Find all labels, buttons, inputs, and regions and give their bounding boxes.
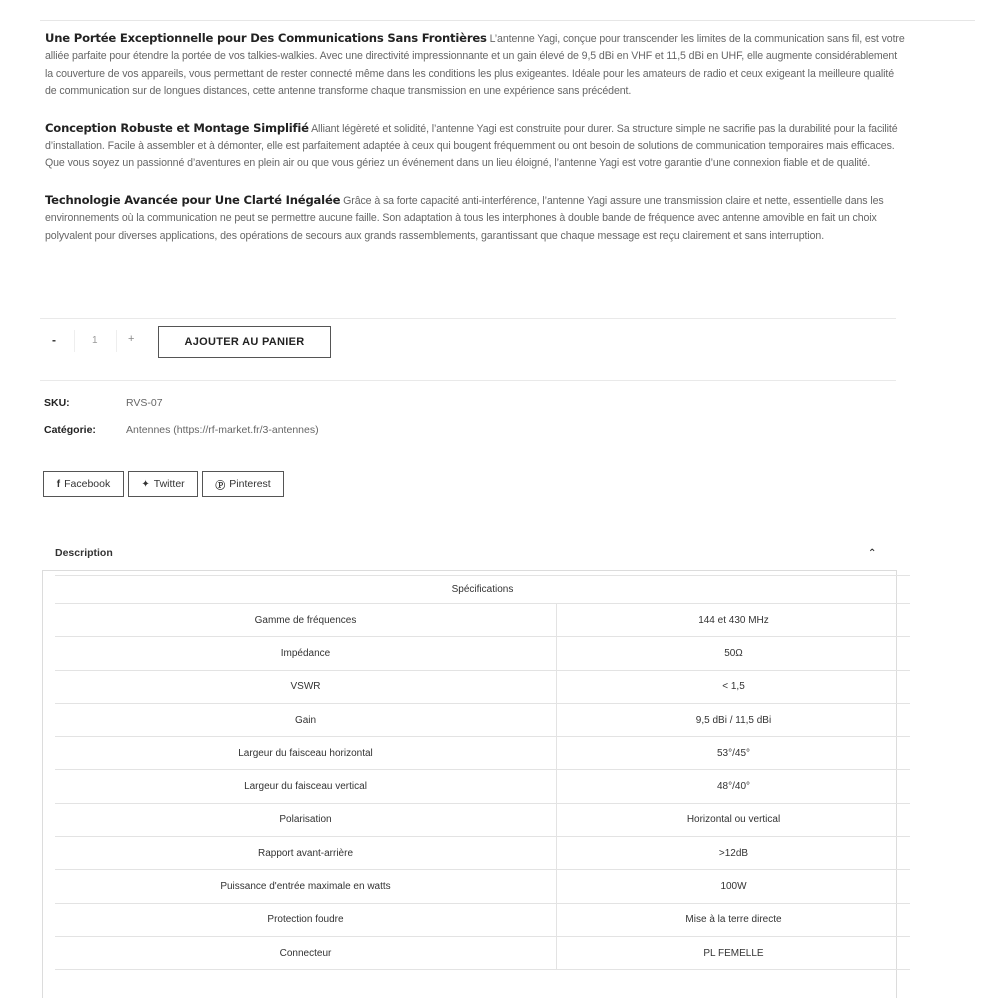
- share-facebook-button[interactable]: [43, 471, 124, 497]
- spec-name: Largeur du faisceau vertical: [55, 770, 557, 803]
- table-row: [55, 803, 910, 836]
- intro-paragraph-range: [45, 30, 905, 101]
- facebook-icon: f: [56, 478, 61, 490]
- top-divider: [40, 20, 975, 21]
- twitter-icon: ✦: [141, 478, 150, 490]
- table-row: [55, 870, 910, 903]
- spec-value: PL FEMELLE: [557, 936, 911, 969]
- table-row: [55, 770, 910, 803]
- spec-value: 100W: [557, 870, 911, 903]
- spec-value: 144 et 430 MHz: [557, 604, 911, 637]
- spec-name: Puissance d'entrée maximale en watts: [55, 870, 557, 903]
- quantity-stepper: [44, 326, 148, 356]
- add-to-cart-button[interactable]: AJOUTER AU PANIER: [158, 326, 331, 358]
- category-label: Catégorie:: [44, 424, 96, 436]
- spec-value: 50Ω: [557, 637, 911, 670]
- paragraph-title: Conception Robuste et Montage Simplifié: [45, 120, 309, 135]
- spec-name: Gain: [55, 703, 557, 736]
- spec-value: Mise à la terre directe: [557, 903, 911, 936]
- sku-value: RVS-07: [126, 397, 163, 409]
- category-link[interactable]: Antennes (https://rf-market.fr/3-antennes): [126, 424, 319, 436]
- table-row: [55, 670, 910, 703]
- table-row: [55, 903, 910, 936]
- spec-value: 9,5 dBi / 11,5 dBi: [557, 703, 911, 736]
- spec-name: Connecteur: [55, 936, 557, 969]
- product-description-text: [45, 30, 905, 264]
- spec-value: < 1,5: [557, 670, 911, 703]
- spec-name: Gamme de fréquences: [55, 604, 557, 637]
- quantity-input[interactable]: 1: [92, 335, 98, 346]
- increase-quantity-button[interactable]: +: [128, 333, 135, 345]
- spec-name: Rapport avant-arrière: [55, 837, 557, 870]
- divider: [116, 330, 117, 352]
- table-header-row: [55, 576, 910, 604]
- decrease-quantity-button[interactable]: -: [52, 333, 56, 347]
- table-row: [55, 604, 910, 637]
- sku-label: SKU:: [44, 397, 70, 409]
- spec-name: Largeur du faisceau horizontal: [55, 737, 557, 770]
- spec-name: Polarisation: [55, 803, 557, 836]
- table-row: [55, 703, 910, 736]
- divider: [40, 318, 896, 319]
- description-tab-title[interactable]: Description: [55, 547, 113, 559]
- spec-name: VSWR: [55, 670, 557, 703]
- spec-value: 48°/40°: [557, 770, 911, 803]
- share-label: Facebook: [64, 478, 111, 490]
- table-row: [55, 837, 910, 870]
- share-twitter-button[interactable]: [128, 471, 198, 497]
- paragraph-title: Technologie Avancée pour Une Clarté Inégalée: [45, 192, 341, 207]
- table-row: [55, 936, 910, 969]
- intro-paragraph-design: [45, 120, 905, 173]
- intro-paragraph-technology: [45, 192, 905, 245]
- pinterest-icon: Ⓟ: [215, 480, 226, 492]
- share-label: Pinterest: [229, 478, 271, 490]
- table-row: [55, 637, 910, 670]
- divider: [74, 330, 75, 352]
- table-title: Spécifications: [55, 576, 910, 604]
- chevron-up-icon[interactable]: ⌃: [868, 548, 877, 559]
- specifications-table: [55, 575, 910, 970]
- share-pinterest-button[interactable]: [202, 471, 284, 497]
- paragraph-title: Une Portée Exceptionnelle pour Des Communications Sans Frontières: [45, 31, 487, 45]
- spec-name: Impédance: [55, 637, 557, 670]
- paragraph-body: Alliant légèreté et solidité, l’antenne Yagi est construite pour durer. Sa structure simple ne sacrifie pas la durabilité pour la facilité d’installation. Facile à assembler et à démonter, elle est parfaitement adaptée à ceux qui bougent fréquemment ou ont besoin de solutions de communication temporaires mais efficaces. Que vous soyez un passionné d’aventures en plein air ou que vous gériez un événement dans un lieu éloigné, l’antenne Yagi est votre garantie d’une connexion fiable et de qualité.: [45, 122, 898, 170]
- spec-value: 53°/45°: [557, 737, 911, 770]
- share-label: Twitter: [153, 478, 185, 490]
- divider: [40, 380, 896, 381]
- spec-value: >12dB: [557, 837, 911, 870]
- paragraph-body: Grâce à sa forte capacité anti-interférence, l’antenne Yagi assure une transmission claire et nette, essentielle dans les environnements où la communication ne peut se permettre aucune faille. Son adaptation à tous les interphones à double bande de fréquence avec antenne amovible en fait un choix polyvalent pour diverses applications, des opérations de secours aux grands rassemblements, garantissant que chaque message est reçu clairement et sans interruption.: [45, 194, 884, 242]
- paragraph-body: L’antenne Yagi, conçue pour transcender les limites de la communication sans fil, est votre alliée parfaite pour étendre la portée de vos talkies-walkies. Avec une directivité impressionnante et un gain élevé de 9,5 dBi en VHF et 11,5 dBi en UHF, elle augmente considérablement la couverture de vos appareils, vous permettant de rester connecté même dans les conditions les plus exigeantes. Idéale pour les amateurs de radio et ceux exigeant la meilleure qualité de communication sur de longues distances, cette antenne transforme chaque transmission en une expérience sans précédent.: [45, 33, 905, 98]
- table-row: [55, 737, 910, 770]
- spec-name: Protection foudre: [55, 903, 557, 936]
- spec-value: Horizontal ou vertical: [557, 803, 911, 836]
